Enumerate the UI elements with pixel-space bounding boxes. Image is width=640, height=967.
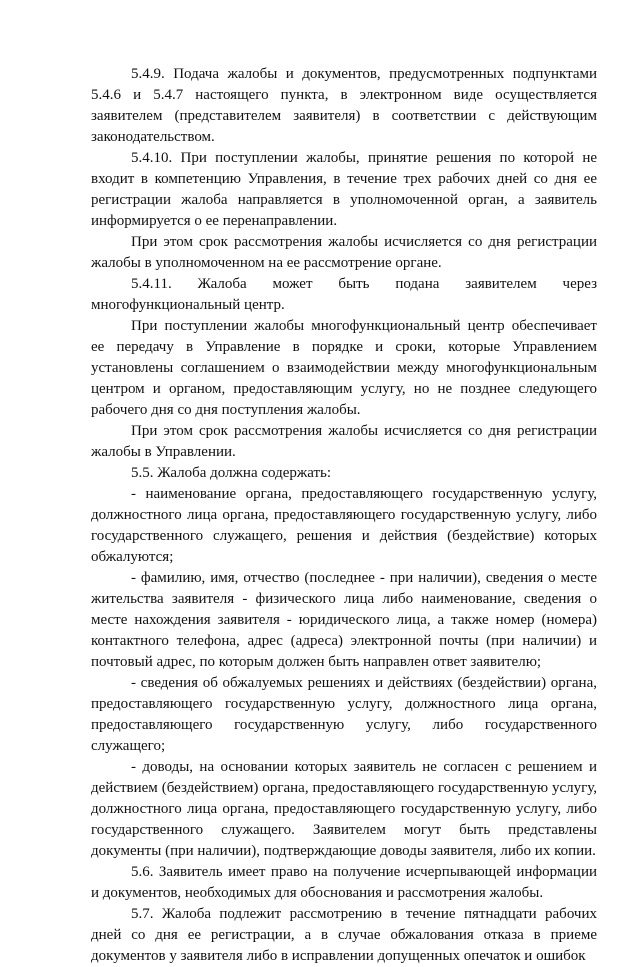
list-item-authority-name: - наименование органа, предоставляющего государственную услугу, должностного лица органа, предоставляющего государственную услугу, либо государственного служащего, решения и действия (бездействие) которых обжалуются;	[91, 486, 597, 565]
paragraph-5-4-10: 5.4.10. При поступлении жалобы, принятие решения по которой не входит в компетенцию Управления, в течение трех рабочих дней со дня ее регистрации жалоба направляется в уполномоченной орган, а заявитель информируется о ее перенаправлении.	[91, 150, 597, 229]
paragraph-5-4-11-mfc: При поступлении жалобы многофункциональный центр обеспечивает ее передачу в Управление в порядке и сроки, которые Управлением установлены соглашением о взаимодействии между многофункциональным центром и органом, предоставляющим услугу, но не позднее следующего рабочего дня со дня поступления жалобы.	[91, 318, 597, 418]
paragraph-5-4-11: 5.4.11. Жалоба может быть подана заявителем через многофункциональный центр.	[91, 276, 597, 313]
list-item-applicant-details: - фамилию, имя, отчество (последнее - при наличии), сведения о месте жительства заявителя - физического лица либо наименование, сведения о месте нахождения заявителя - юридического лица, а также номер (номера) контактного телефона, адрес (адреса) электронной почты (при наличии) и почтовый адрес, по которым должен быть направлен ответ заявителю;	[91, 570, 597, 670]
paragraph-5-4-9: 5.4.9. Подача жалобы и документов, предусмотренных подпунктами 5.4.6 и 5.4.7 настоящего пункта, в электронном виде осуществляется заявителем (представителем заявителя) в соответствии с действующим законодательством.	[91, 66, 597, 145]
list-item-arguments: - доводы, на основании которых заявитель не согласен с решением и действием (бездействием) органа, предоставляющего государственную услугу, должностного лица органа, предоставляющего государственную услугу, либо государственного служащего. Заявителем могут быть представлены документы (при наличии), подтверждающие доводы заявителя, либо их копии.	[91, 759, 597, 859]
document-page	[91, 64, 597, 967]
paragraph-5-7: 5.7. Жалоба подлежит рассмотрению в течение пятнадцати рабочих дней со дня ее регистрации, а в случае обжалования отказа в приеме документов у заявителя либо в исправлении допущенных опечаток и ошибок	[91, 906, 597, 964]
paragraph-5-4-10-term: При этом срок рассмотрения жалобы исчисляется со дня регистрации жалобы в уполномоченном на ее рассмотрение органе.	[91, 234, 597, 271]
paragraph-5-6: 5.6. Заявитель имеет право на получение исчерпывающей информации и документов, необходимых для обоснования и рассмотрения жалобы.	[91, 864, 597, 901]
paragraph-5-5: 5.5. Жалоба должна содержать:	[131, 465, 332, 481]
paragraph-5-4-11-term: При этом срок рассмотрения жалобы исчисляется со дня регистрации жалобы в Управлении.	[91, 423, 597, 460]
list-item-appealed-decisions: - сведения об обжалуемых решениях и действиях (бездействии) органа, предоставляющего государственную услугу, должностного лица органа, предоставляющего государственную услугу, либо государственного служащего;	[91, 675, 597, 754]
